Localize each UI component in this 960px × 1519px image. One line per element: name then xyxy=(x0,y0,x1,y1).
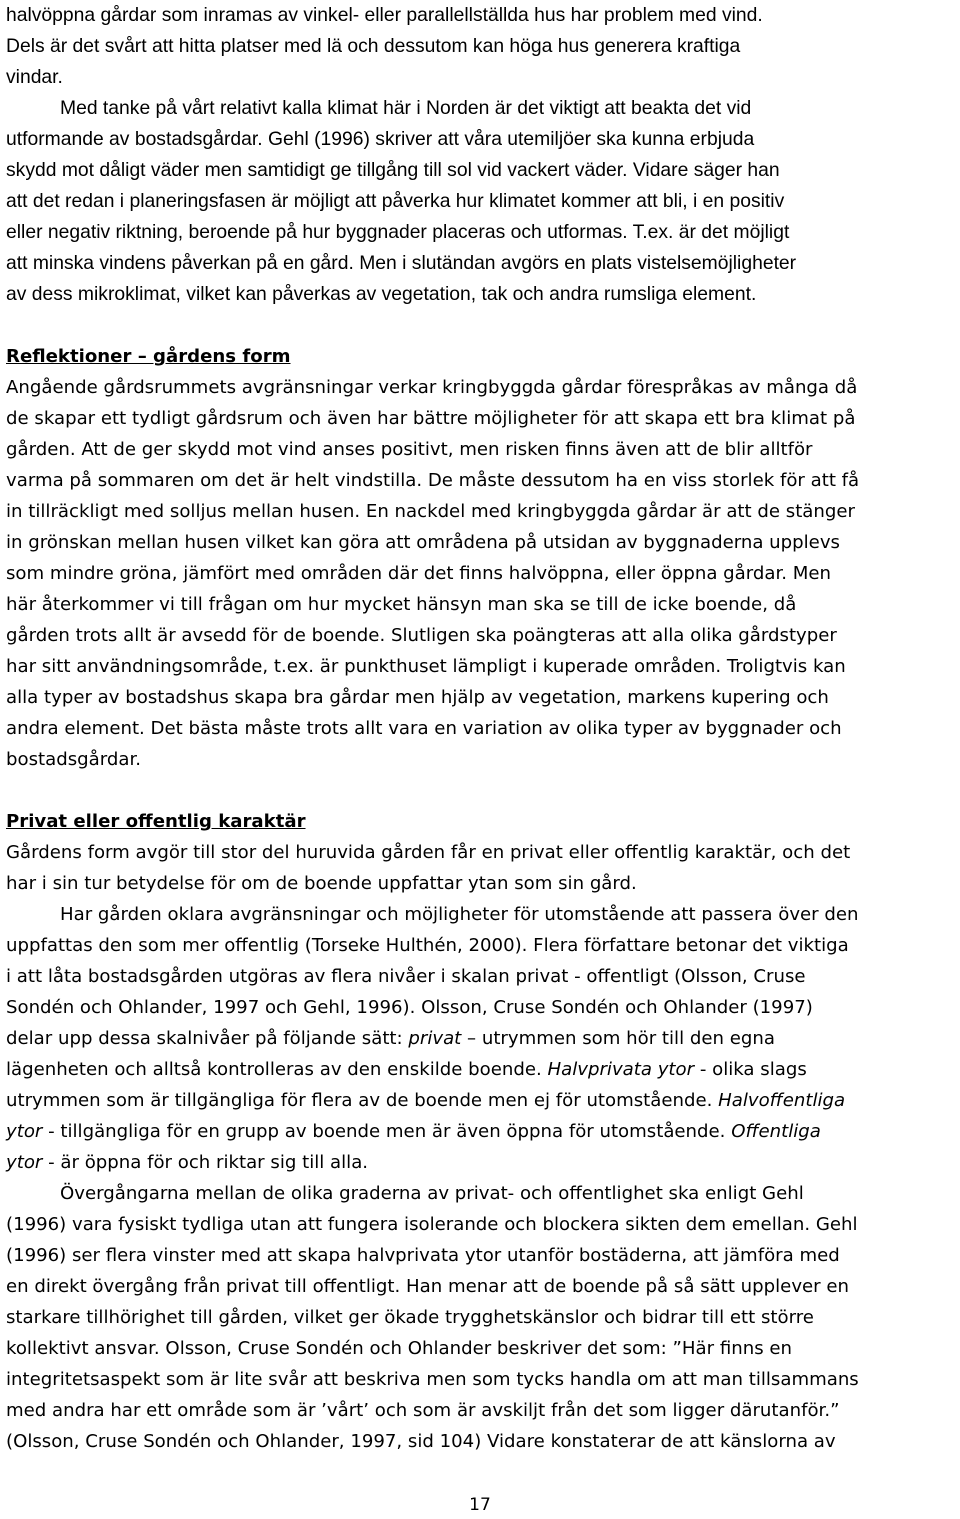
text-line: Har gården oklara avgränsningar och möjligheter för utomstående att passera över den xyxy=(60,904,859,925)
text-line xyxy=(6,1023,958,1054)
text-line: in grönskan mellan husen vilket kan göra att områdena på utsidan av byggnaderna upplevs xyxy=(6,532,840,553)
text-line: in tillräckligt med solljus mellan husen. En nackdel med kringbyggda gårdar är att de stänger xyxy=(6,501,855,522)
text-run: - tillgängliga för en grupp av boende men är även öppna för utomstående. xyxy=(42,1121,732,1142)
text-line: de skapar ett tydligt gårdsrum och även har bättre möjligheter för att skapa ett bra klimat på xyxy=(6,408,856,429)
body-text xyxy=(6,0,958,1457)
text-line xyxy=(6,1054,958,1085)
italic-term: ytor xyxy=(6,1121,43,1142)
text-line: utformande av bostadsgårdar. Gehl (1996) skriver att våra utemiljöer ska kunna erbjuda xyxy=(6,129,755,150)
text-run: delar upp dessa skalnivåer på följande sätt: xyxy=(6,1028,409,1049)
section-heading: Reflektioner – gårdens form xyxy=(6,346,291,367)
text-line: har i sin tur betydelse för om de boende uppfattar ytan som sin gård. xyxy=(6,873,637,894)
italic-term: Halvoffentliga xyxy=(718,1090,846,1111)
text-line: här återkommer vi till frågan om hur mycket hänsyn man ska se till de icke boende, då xyxy=(6,594,797,615)
paragraph-gap xyxy=(6,775,958,806)
text-line: som mindre gröna, jämfört med områden där det finns halvöppna, eller öppna gårdar. Men xyxy=(6,563,832,584)
text-line: (1996) ser flera vinster med att skapa halvprivata ytor utanför bostäderna, att jämföra med xyxy=(6,1245,840,1266)
text-run: lägenheten och alltså kontrolleras av den enskilde boende. xyxy=(6,1059,548,1080)
italic-term: Offentliga xyxy=(731,1121,821,1142)
text-line: integritetsaspekt som är lite svår att beskriva men som tycks handla om att man tillsammans xyxy=(6,1369,859,1390)
text-line: Dels är det svårt att hitta platser med lä och dessutom kan höga hus generera kraftiga xyxy=(6,36,741,57)
text-line: andra element. Det bästa måste trots allt vara en variation av olika typer av byggnader och xyxy=(6,718,842,739)
paragraph-gap xyxy=(6,310,958,341)
text-line: (Olsson, Cruse Sondén och Ohlander, 1997, sid 104) Vidare konstaterar de att känslorna av xyxy=(6,1431,836,1452)
text-line: har sitt användningsområde, t.ex. är punkthuset lämpligt i kuperade områden. Troligtvis kan xyxy=(6,656,846,677)
text-line: skydd mot dåligt väder men samtidigt ge tillgång till sol vid vackert väder. Vidare säger han xyxy=(6,160,780,181)
text-line: uppfattas den som mer offentlig (Torseke Hulthén, 2000). Flera författare betonar det viktiga xyxy=(6,935,849,956)
text-line: Angående gårdsrummets avgränsningar verkar kringbyggda gårdar förespråkas av många då xyxy=(6,377,858,398)
text-run: – utrymmen som hör till den egna xyxy=(461,1028,775,1049)
text-line: att minska vindens påverkan på en gård. Men i slutändan avgörs en plats vistelsemöjligheter xyxy=(6,253,797,274)
text-run: - är öppna för och riktar sig till alla. xyxy=(42,1152,369,1173)
text-line: gården trots allt är avsedd för de boende. Slutligen ska poängteras att alla olika gårdstyper xyxy=(6,625,837,646)
italic-term: privat xyxy=(408,1028,462,1049)
text-line: (1996) vara fysiskt tydliga utan att fungera isolerande och blockera sikten dem emellan. Gehl xyxy=(6,1214,858,1235)
text-line: varma på sommaren om det är helt vindstilla. De måste dessutom ha en viss storlek för att få xyxy=(6,470,860,491)
text-line: Med tanke på vårt relativt kalla klimat här i Norden är det viktigt att beakta det vid xyxy=(60,98,752,119)
text-line: alla typer av bostadshus skapa bra gårdar men hjälp av vegetation, markens kupering och xyxy=(6,687,829,708)
italic-term: Halvprivata ytor xyxy=(547,1059,695,1080)
text-line xyxy=(6,1147,958,1178)
text-line: starkare tillhörighet till gården, vilket ger ökade trygghetskänslor och bidrar till ett större xyxy=(6,1307,814,1328)
text-line: vindar. xyxy=(6,67,63,88)
text-line: gården. Att de ger skydd mot vind anses positivt, men risken finns även att de blir alltför xyxy=(6,439,813,460)
text-line: i att låta bostadsgården utgöras av flera nivåer i skalan privat - offentligt (Olsson, Cruse xyxy=(6,966,806,987)
section-heading: Privat eller offentlig karaktär xyxy=(6,811,306,832)
text-line xyxy=(6,1116,958,1147)
text-line: av dess mikroklimat, vilket kan påverkas av vegetation, tak och andra rumsliga element. xyxy=(6,284,757,305)
text-line: att det redan i planeringsfasen är möjligt att påverka hur klimatet kommer att bli, i en positiv xyxy=(6,191,785,212)
page-number: 17 xyxy=(469,1495,491,1515)
text-line: kollektivt ansvar. Olsson, Cruse Sondén och Ohlander beskriver det som: ”Här finns en xyxy=(6,1338,793,1359)
text-run: - olika slags xyxy=(694,1059,807,1080)
text-line: Gårdens form avgör till stor del huruvida gården får en privat eller offentlig karaktär, och det xyxy=(6,842,851,863)
text-line: bostadsgårdar. xyxy=(6,749,141,770)
text-line: Sondén och Ohlander, 1997 och Gehl, 1996). Olsson, Cruse Sondén och Ohlander (1997) xyxy=(6,997,813,1018)
text-run: utrymmen som är tillgängliga för flera av de boende men ej för utomstående. xyxy=(6,1090,719,1111)
text-line: Övergångarna mellan de olika graderna av privat- och offentlighet ska enligt Gehl xyxy=(60,1183,804,1204)
text-line: med andra har ett område som är ’vårt’ och som är avskiljt från det som ligger därutanför.” xyxy=(6,1400,840,1421)
text-line: en direkt övergång från privat till offentligt. Han menar att de boende på så sätt upplever en xyxy=(6,1276,850,1297)
text-line xyxy=(6,1085,958,1116)
italic-term: ytor xyxy=(6,1152,43,1173)
text-line: halvöppna gårdar som inramas av vinkel- eller parallellställda hus har problem med vind. xyxy=(6,5,763,26)
text-line: eller negativ riktning, beroende på hur byggnader placeras och utformas. T.ex. är det möjligt xyxy=(6,222,790,243)
